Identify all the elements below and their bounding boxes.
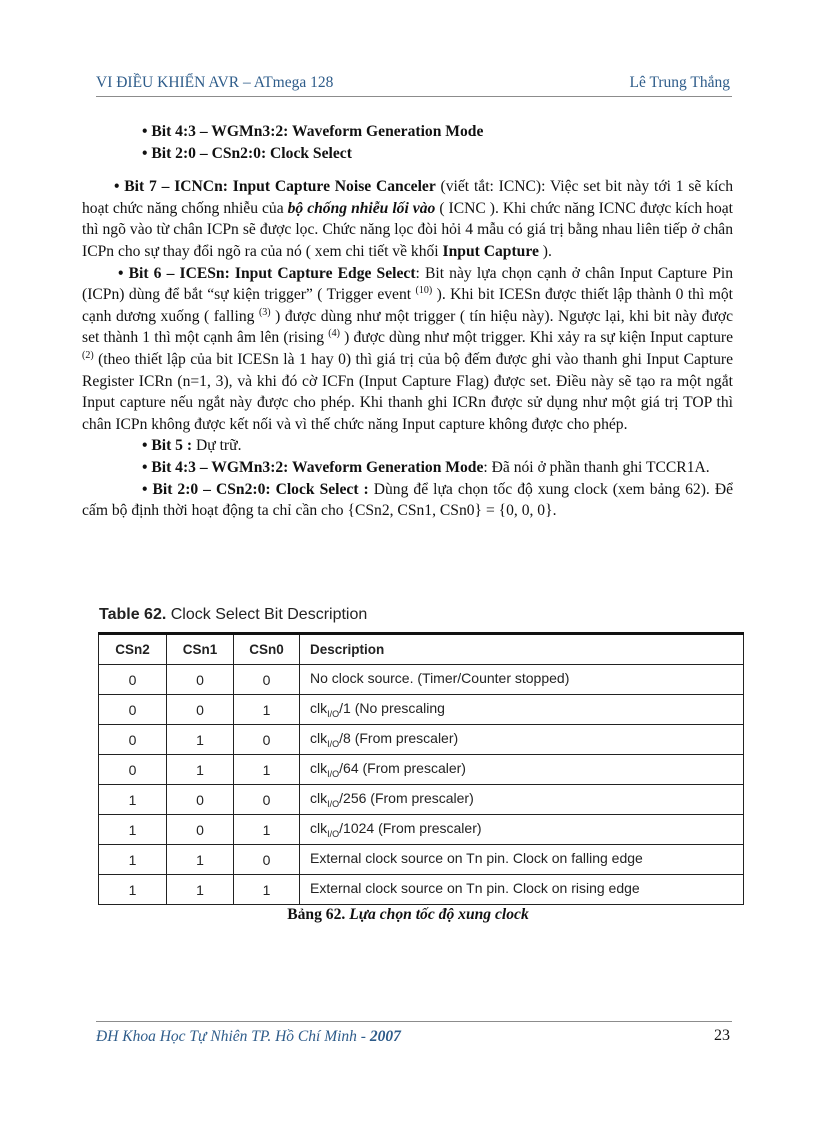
table-row bbox=[99, 845, 744, 875]
cell-c2: 1 bbox=[99, 845, 167, 875]
table-title: Table 62. Clock Select Bit Description bbox=[99, 606, 368, 623]
table-row bbox=[99, 725, 744, 755]
cell-c0: 1 bbox=[234, 815, 300, 845]
col-header-csn0: CSn0 bbox=[234, 634, 300, 665]
cell-description: clk$_{I/O}$/64 (From prescaler) bbox=[300, 755, 744, 785]
footer-institution: ĐH Khoa Học Tự Nhiên TP. Hồ Chí Minh - 2007 bbox=[96, 1028, 401, 1045]
cell-description: clk$_{I/O}$/1024 (From prescaler) bbox=[300, 815, 744, 845]
table-row bbox=[99, 875, 744, 905]
bit6-label: • Bit 6 – ICESn: Input Capture Edge Select bbox=[118, 264, 416, 282]
cell-c1: 1 bbox=[167, 875, 234, 905]
cell-description: clk$_{I/O}$/8 (From prescaler) bbox=[300, 725, 744, 755]
table-row bbox=[99, 665, 744, 695]
bit7-label: • Bit 7 – ICNCn: Input Capture Noise Canceler bbox=[114, 178, 436, 196]
cell-c2: 0 bbox=[99, 755, 167, 785]
document-body bbox=[82, 121, 733, 522]
cell-c2: 0 bbox=[99, 665, 167, 695]
cell-c1: 1 bbox=[167, 725, 234, 755]
cell-c2: 1 bbox=[99, 875, 167, 905]
col-header-csn2: CSn2 bbox=[99, 634, 167, 665]
bit7-emphasis: bộ chống nhiễu lối vào bbox=[287, 199, 436, 217]
cell-description: External clock source on Tn pin. Clock on rising edge bbox=[300, 875, 744, 905]
table-header-row bbox=[99, 634, 744, 665]
header-title: VI ĐIỀU KHIỂN AVR – ATmega 128 bbox=[96, 74, 334, 91]
cell-c2: 0 bbox=[99, 725, 167, 755]
paragraph-bit7: • Bit 7 – ICNCn: Input Capture Noise Canceler (viết tắt: ICNC): Việc set bit này tới 1 sẽ kích hoạt chức năng chống nhiễu của bộ chống nhiễu lối vào ( ICNC ). Khi chức năng ICNC được kích hoạt thì ngõ vào từ chân ICPn sẽ được lọc. Chức năng lọc đòi hỏi 4 mẫu có giá trị bằng nhau liên tiếp ở chân ICPn cho sự thay đổi ngõ ra của nó ( xem chi tiết về khối Input Capture ). bbox=[82, 178, 733, 260]
cell-c1: 0 bbox=[167, 665, 234, 695]
table-row bbox=[99, 755, 744, 785]
cell-c0: 0 bbox=[234, 785, 300, 815]
table-caption: Bảng 62. Lựa chọn tốc độ xung clock bbox=[287, 906, 529, 923]
cell-c0: 0 bbox=[234, 725, 300, 755]
cell-c2: 0 bbox=[99, 695, 167, 725]
page-number: 23 bbox=[714, 1027, 730, 1044]
cell-description: No clock source. (Timer/Counter stopped) bbox=[300, 665, 744, 695]
cell-c1: 1 bbox=[167, 845, 234, 875]
table-row bbox=[99, 815, 744, 845]
cell-c0: 1 bbox=[234, 695, 300, 725]
paragraph-bit5: • Bit 5 : Dự trữ. bbox=[142, 437, 242, 455]
cell-c0: 1 bbox=[234, 875, 300, 905]
cell-c2: 1 bbox=[99, 815, 167, 845]
clock-select-table bbox=[98, 632, 744, 905]
paragraph-bit6: • Bit 6 – ICESn: Input Capture Edge Select: Bit này lựa chọn cạnh ở chân Input Capture Pin (ICPn) dùng để bắt “sự kiện trigger” ( Trigger event $^{(10)}$ ). Khi bit ICESn được thiết lập thành 0 thì một cạnh dương xuống ( falling $^{(3)}$ ) được dùng như một trigger ( tín hiệu này). Ngược lại, khi bit này được set thành 1 thì một cạnh âm lên (rising $^{(4)}$ ) được dùng như một trigger. Khi xảy ra sự kiện Input capture $^{(2)}$ (theo thiết lập của bit ICESn là 1 hay 0) thì giá trị của bộ đếm được ghi vào thanh ghi Input Capture Register ICRn (n=1, 3), và khi đó cờ ICFn (Input Capture Flag) được set. Điều này sẽ tạo ra một ngắt Input capture nếu ngắt này được cho phép. Khi thanh ghi ICRn được sử dụng như một giá trị TOP thì chân ICPn không được kết nối và vì thế chức năng Input capture không được cho phép. bbox=[82, 264, 733, 433]
cell-c1: 0 bbox=[167, 695, 234, 725]
header-author: Lê Trung Thắng bbox=[629, 74, 730, 91]
table-row bbox=[99, 785, 744, 815]
page-footer bbox=[96, 1021, 732, 1045]
table-row bbox=[99, 695, 744, 725]
bullet-cs-top: • Bit 2:0 – CSn2:0: Clock Select bbox=[142, 144, 352, 162]
cell-description: clk$_{I/O}$/1 (No prescaling bbox=[300, 695, 744, 725]
cell-c1: 0 bbox=[167, 815, 234, 845]
cell-c1: 0 bbox=[167, 785, 234, 815]
page-header bbox=[96, 74, 732, 97]
col-header-description: Description bbox=[300, 634, 744, 665]
cell-c0: 0 bbox=[234, 845, 300, 875]
cell-c0: 1 bbox=[234, 755, 300, 785]
paragraph-bit43: • Bit 4:3 – WGMn3:2: Waveform Generation Mode: Đã nói ở phần thanh ghi TCCR1A. bbox=[142, 458, 710, 476]
cell-description: External clock source on Tn pin. Clock on falling edge bbox=[300, 845, 744, 875]
col-header-csn1: CSn1 bbox=[167, 634, 234, 665]
cell-c0: 0 bbox=[234, 665, 300, 695]
cell-description: clk$_{I/O}$/256 (From prescaler) bbox=[300, 785, 744, 815]
bullet-wgm-top: • Bit 4:3 – WGMn3:2: Waveform Generation Mode bbox=[142, 123, 484, 140]
cell-c1: 1 bbox=[167, 755, 234, 785]
paragraph-bit20: • Bit 2:0 – CSn2:0: Clock Select : Dùng để lựa chọn tốc độ xung clock (xem bảng 62). Để cấm bộ định thời hoạt động ta chỉ cần cho {CSn2, CSn1, CSn0} = {0, 0, 0}. bbox=[82, 480, 733, 520]
cell-c2: 1 bbox=[99, 785, 167, 815]
